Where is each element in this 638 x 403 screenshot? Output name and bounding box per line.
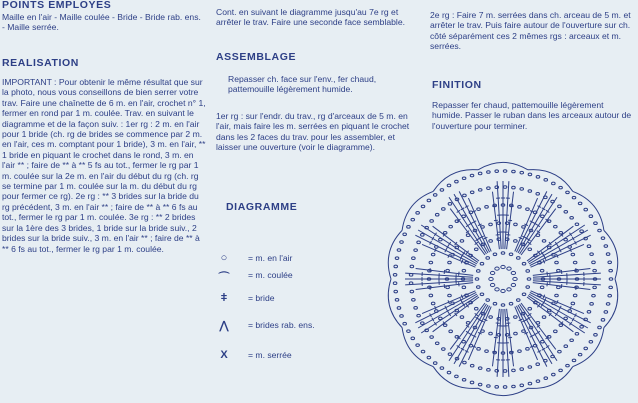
assembly-row1-text: 1er rg : sur l'endr. du trav., rg d'arceaux de 5 m. en l'air, mais faire les m. serrées en piquant le crochet dans les 2 faces du trav. pour les assembler, et laisser une ouverture (voir le diagramme). xyxy=(216,111,410,153)
legend-label: = bride xyxy=(248,293,275,303)
assemblage-heading: ASSEMBLAGE xyxy=(216,51,297,63)
legend-label: = m. serrée xyxy=(248,350,292,360)
finishing-text: Repasser fer chaud, pattemouille légèrement humide. Passer le ruban dans les arceaux autour de l'ouverture pour terminer. xyxy=(432,100,632,131)
legend-label: = m. en l'air xyxy=(248,253,293,263)
realisation-heading: REALISATION xyxy=(2,57,79,69)
assembly-row2-text: 2e rg : Faire 7 m. serrées dans ch. arceau de 5 m. et arrêter le trav. Puis faire autour de l'ouverture sur ch. côté séparément ces 2 mêmes rgs : arceaux et m. serrées. xyxy=(430,10,631,52)
diagramme-heading: DIAGRAMME xyxy=(226,201,298,213)
instructions-text: IMPORTANT : Pour obtenir le même résultat que sur la photo, nous vous conseillons de bien serrer votre trav. Faire une chaînette de 6 m. en l'air, crochet n° 1, fermer en rond par 1 m. coulée. Trav. en suivant le diagramme et de la façon suiv. : 1er rg : 2 m. en l'air pour 1 bride (ch. rg de brides se commence par 2 m. en l'air, ces m. comptant pour 1 bride), 3 m. en l'air, ** 1 bride en piquant le crochet dans le rond, 3 m. en l'air ** ; faire de ** à ** 5 fs au tot., fermer le rg par 1 m. coulée sur la 2e m. en l'air du début du rg (ch. rg se termine par 1 m. coulée sur la m. du début du rg pour fermer ce rg). 2e rg : ** 3 brides sur la bride du rg précédent, 3 m. en l'air ** ; faire de ** à ** 6 fs au tot., fermer le rg par 1 m. coulée. 3e rg : ** 2 brides sur la 1ère des 3 brides, 1 bride sur la bride suiv., 2 brides sur la bride suiv., 3 m. en l'air ** ; faire de ** à ** 6 fs au tot., fermer le rg par 1 m. coulée. xyxy=(2,77,206,254)
cluster-icon: ⋀ xyxy=(219,320,229,332)
legend-label: = brides rab. ens. xyxy=(248,320,315,330)
slip-stitch-icon: ⌒ xyxy=(218,272,230,284)
crochet-diagram xyxy=(368,155,638,403)
single-crochet-icon: X xyxy=(220,349,228,361)
points-employes-heading: POINTS EMPLOYES xyxy=(2,0,112,11)
stitches-used-text: Maille en l'air - Maille coulée - Bride - Bride rab. ens. - Maille serrée. xyxy=(2,12,201,33)
double-crochet-icon: ǂ xyxy=(220,292,228,304)
continuation-text: Cont. en suivant le diagramme jusqu'au 7e rg et arrêter le trav. Faire une seconde face semblable. xyxy=(216,7,405,28)
finition-heading: FINITION xyxy=(432,79,482,91)
legend-label: = m. coulée xyxy=(248,270,293,280)
ironing-text: Repasser ch. face sur l'env., fer chaud, pattemouille légèrement humide. xyxy=(228,74,377,95)
chain-icon: ○ xyxy=(220,252,228,264)
